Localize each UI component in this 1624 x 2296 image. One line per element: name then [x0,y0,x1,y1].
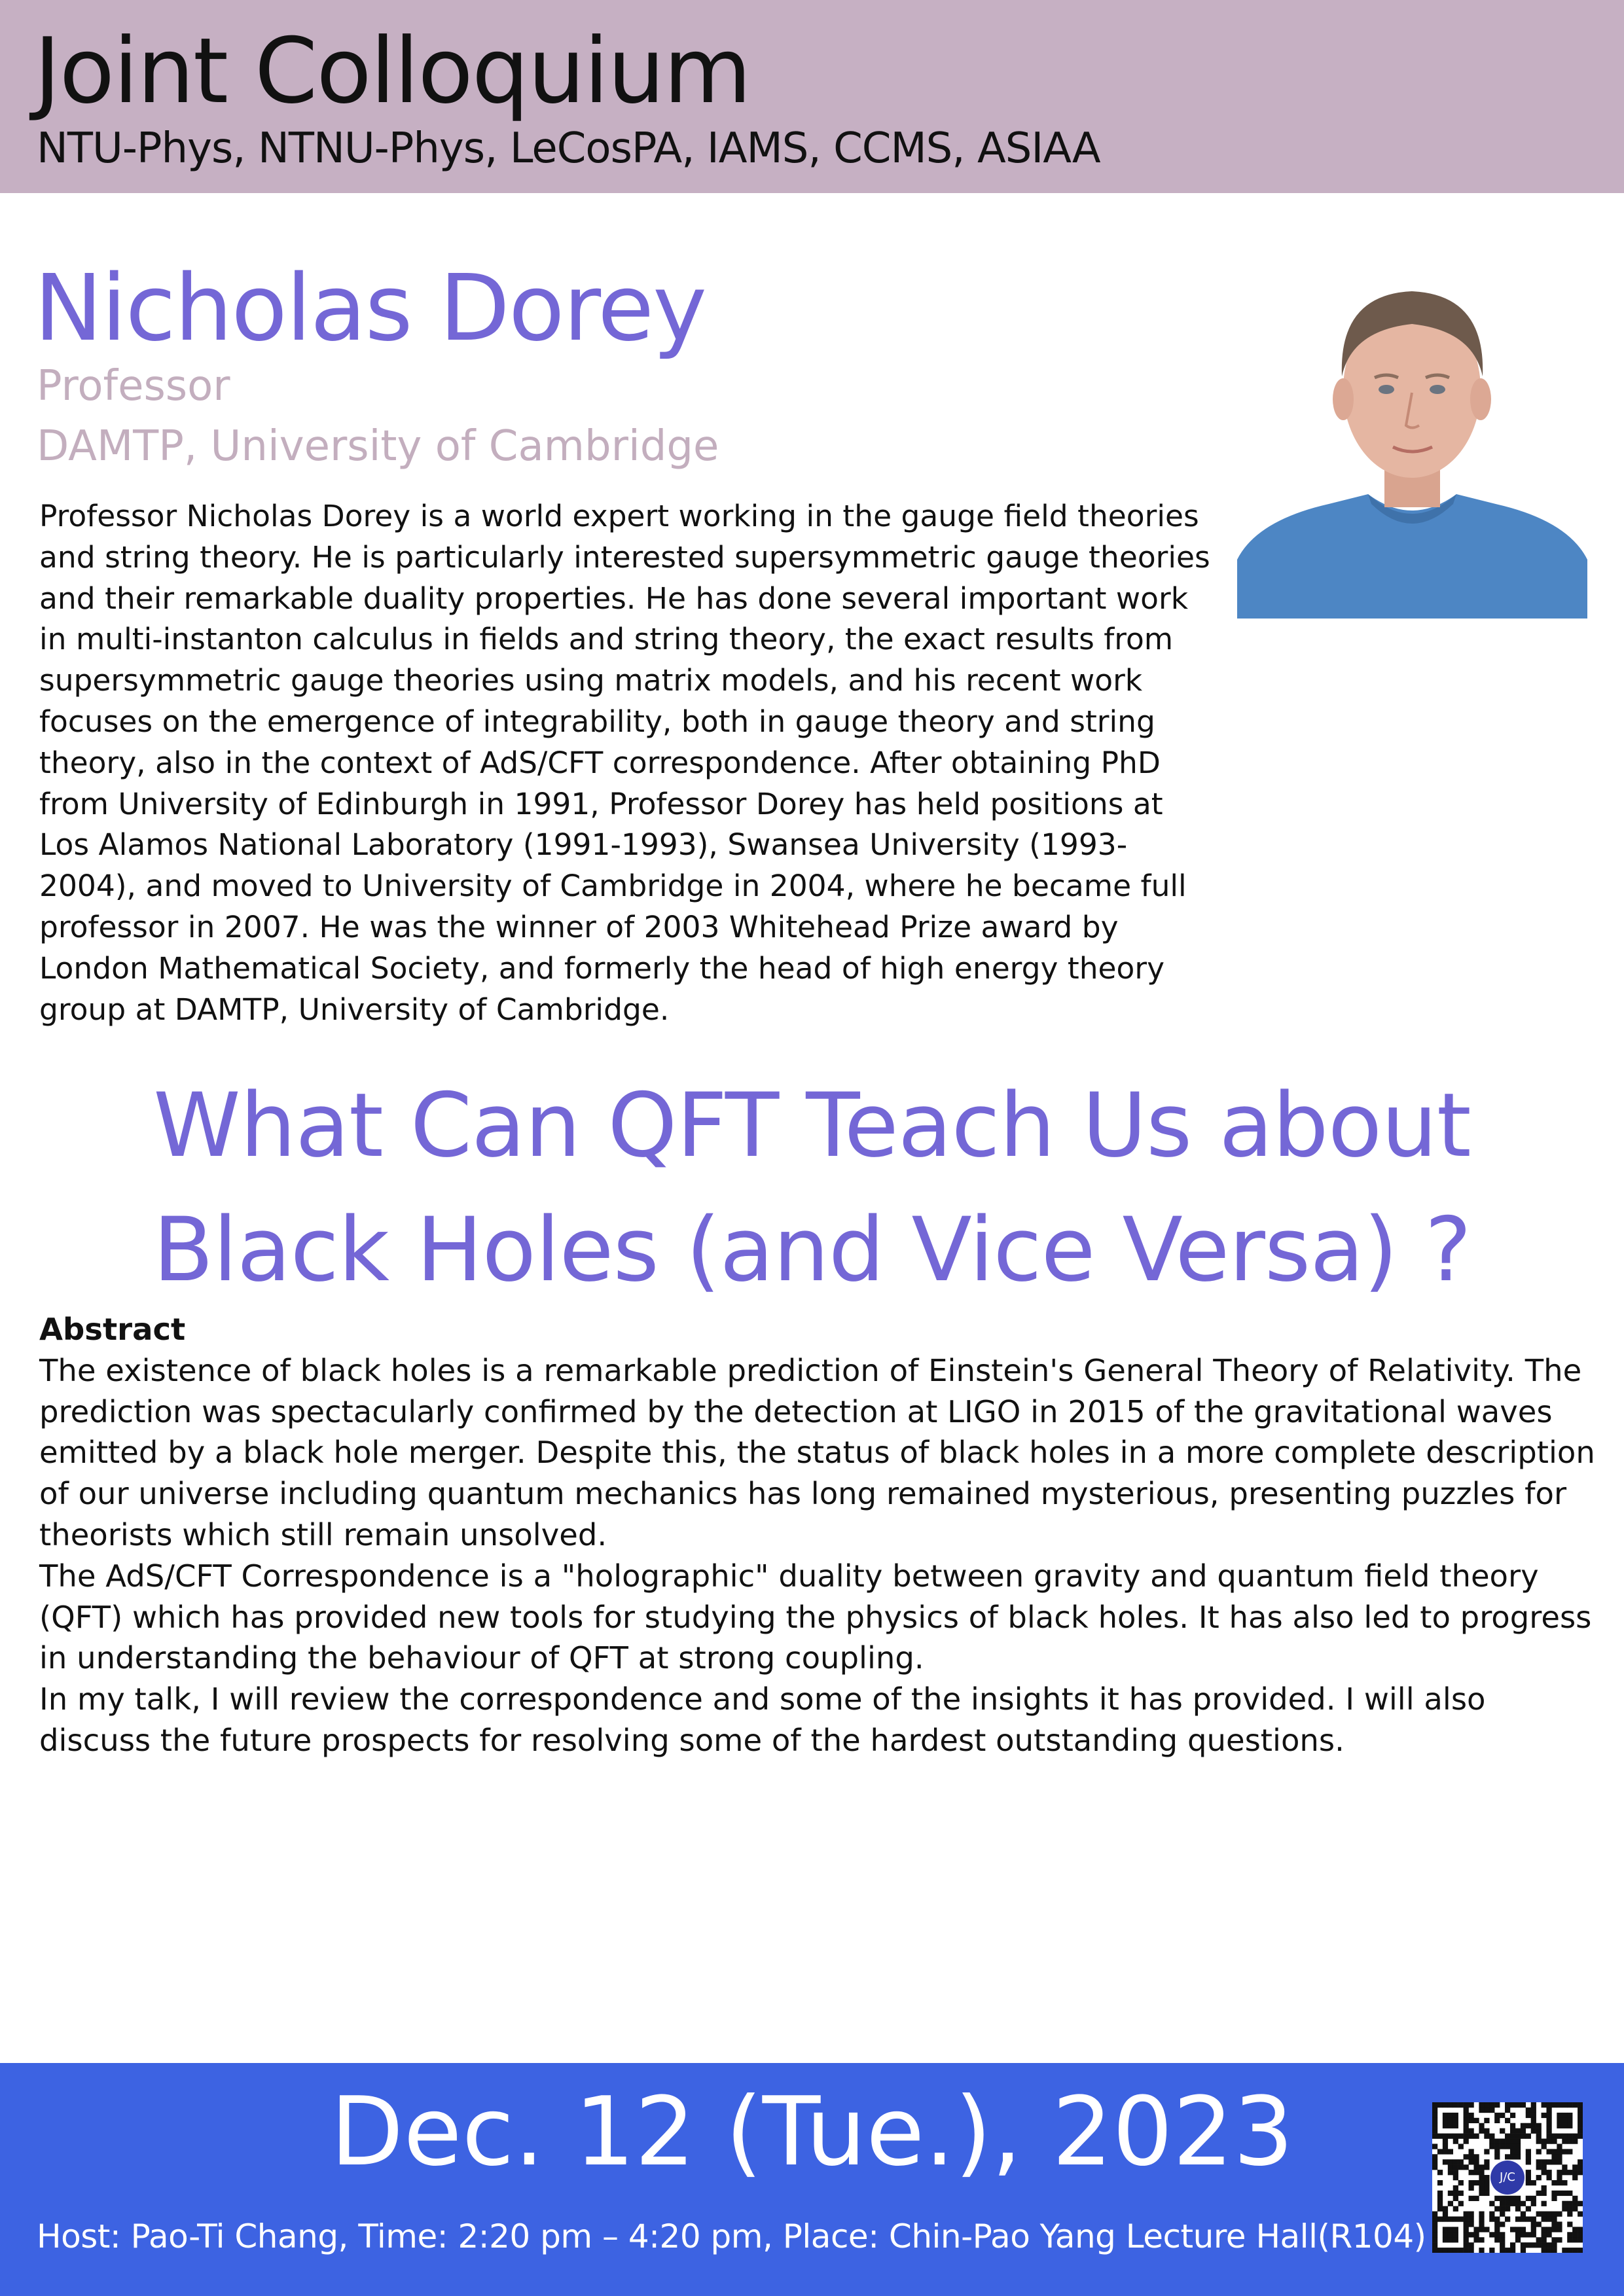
speaker-name: Nicholas Dorey [34,255,706,362]
talk-title-line-2: Black Holes (and Vice Versa) ? [153,1198,1471,1301]
abstract-heading: Abstract [39,1312,186,1347]
speaker-photo [1237,278,1587,619]
abstract-paragraph-1: The existence of black holes is a remarkable prediction of Einstein's General Theory of Relativity. The prediction was spectacularly confirmed by the detection at LIGO in 2015 of the gravitational waves emitted by a black hole merger. Despite this, the status of black holes in a more complete description of our universe including quantum mechanics has long remained mysterious, presenting puzzles for theorists which still remain unsolved. [39,1352,1595,1552]
speaker-title: Professor [37,362,230,410]
abstract-paragraph-2: The AdS/CFT Correspondence is a "holographic" duality between gravity and quantum field theory (QFT) which has provided new tools for studying the physics of black holes. It has also led to progress in understanding the behaviour of QFT at strong coupling. [39,1558,1592,1676]
organizers-line: NTU-Phys, NTNU-Phys, LeCosPA, IAMS, CCMS, ASIAA [37,124,1100,173]
abstract-paragraph-3: In my talk, I will review the correspondence and some of the insights it has provided. I will also discuss the future prospects for resolving some of the hardest outstanding questions. [39,1681,1486,1758]
talk-title-line-1: What Can QFT Teach Us about [153,1074,1471,1177]
qr-code[interactable] [1432,2102,1583,2253]
speaker-affiliation: DAMTP, University of Cambridge [37,422,719,471]
event-details: Host: Pao-Ti Chang, Time: 2:20 pm – 4:20 pm, Place: Chin-Pao Yang Lecture Hall(R104) [37,2217,1426,2255]
colloquium-title: Joint Colloquium [34,18,751,124]
talk-title [65,1064,1559,1312]
speaker-bio: Professor Nicholas Dorey is a world expert working in the gauge field theories and string theory. He is particularly interested supersymmetric gauge theories and their remarkable duality properties. He has done several important work in multi-instanton calculus in fields and string theory, the exact results from supersymmetric gauge theories using matrix models, and his recent work focuses on the emergence of integrability, both in gauge theory and string theory, also in the context of AdS/CFT correspondence. After obtaining PhD from University of Edinburgh in 1991, Professor Dorey has held positions at Los Alamos National Laboratory (1991-1993), Swansea University (1993-2004), and moved to University of Cambridge in 2004, where he became full professor in 2007. He was the winner of 2003 Whitehead Prize award by London Mathematical Society, and formerly the head of high energy theory group at DAMTP, University of Cambridge. [39,499,1210,1027]
abstract-section [39,1309,1597,1761]
event-date: Dec. 12 (Tue.), 2023 [330,2077,1294,2187]
qr-logo-badge: J/C [1490,2161,1525,2195]
